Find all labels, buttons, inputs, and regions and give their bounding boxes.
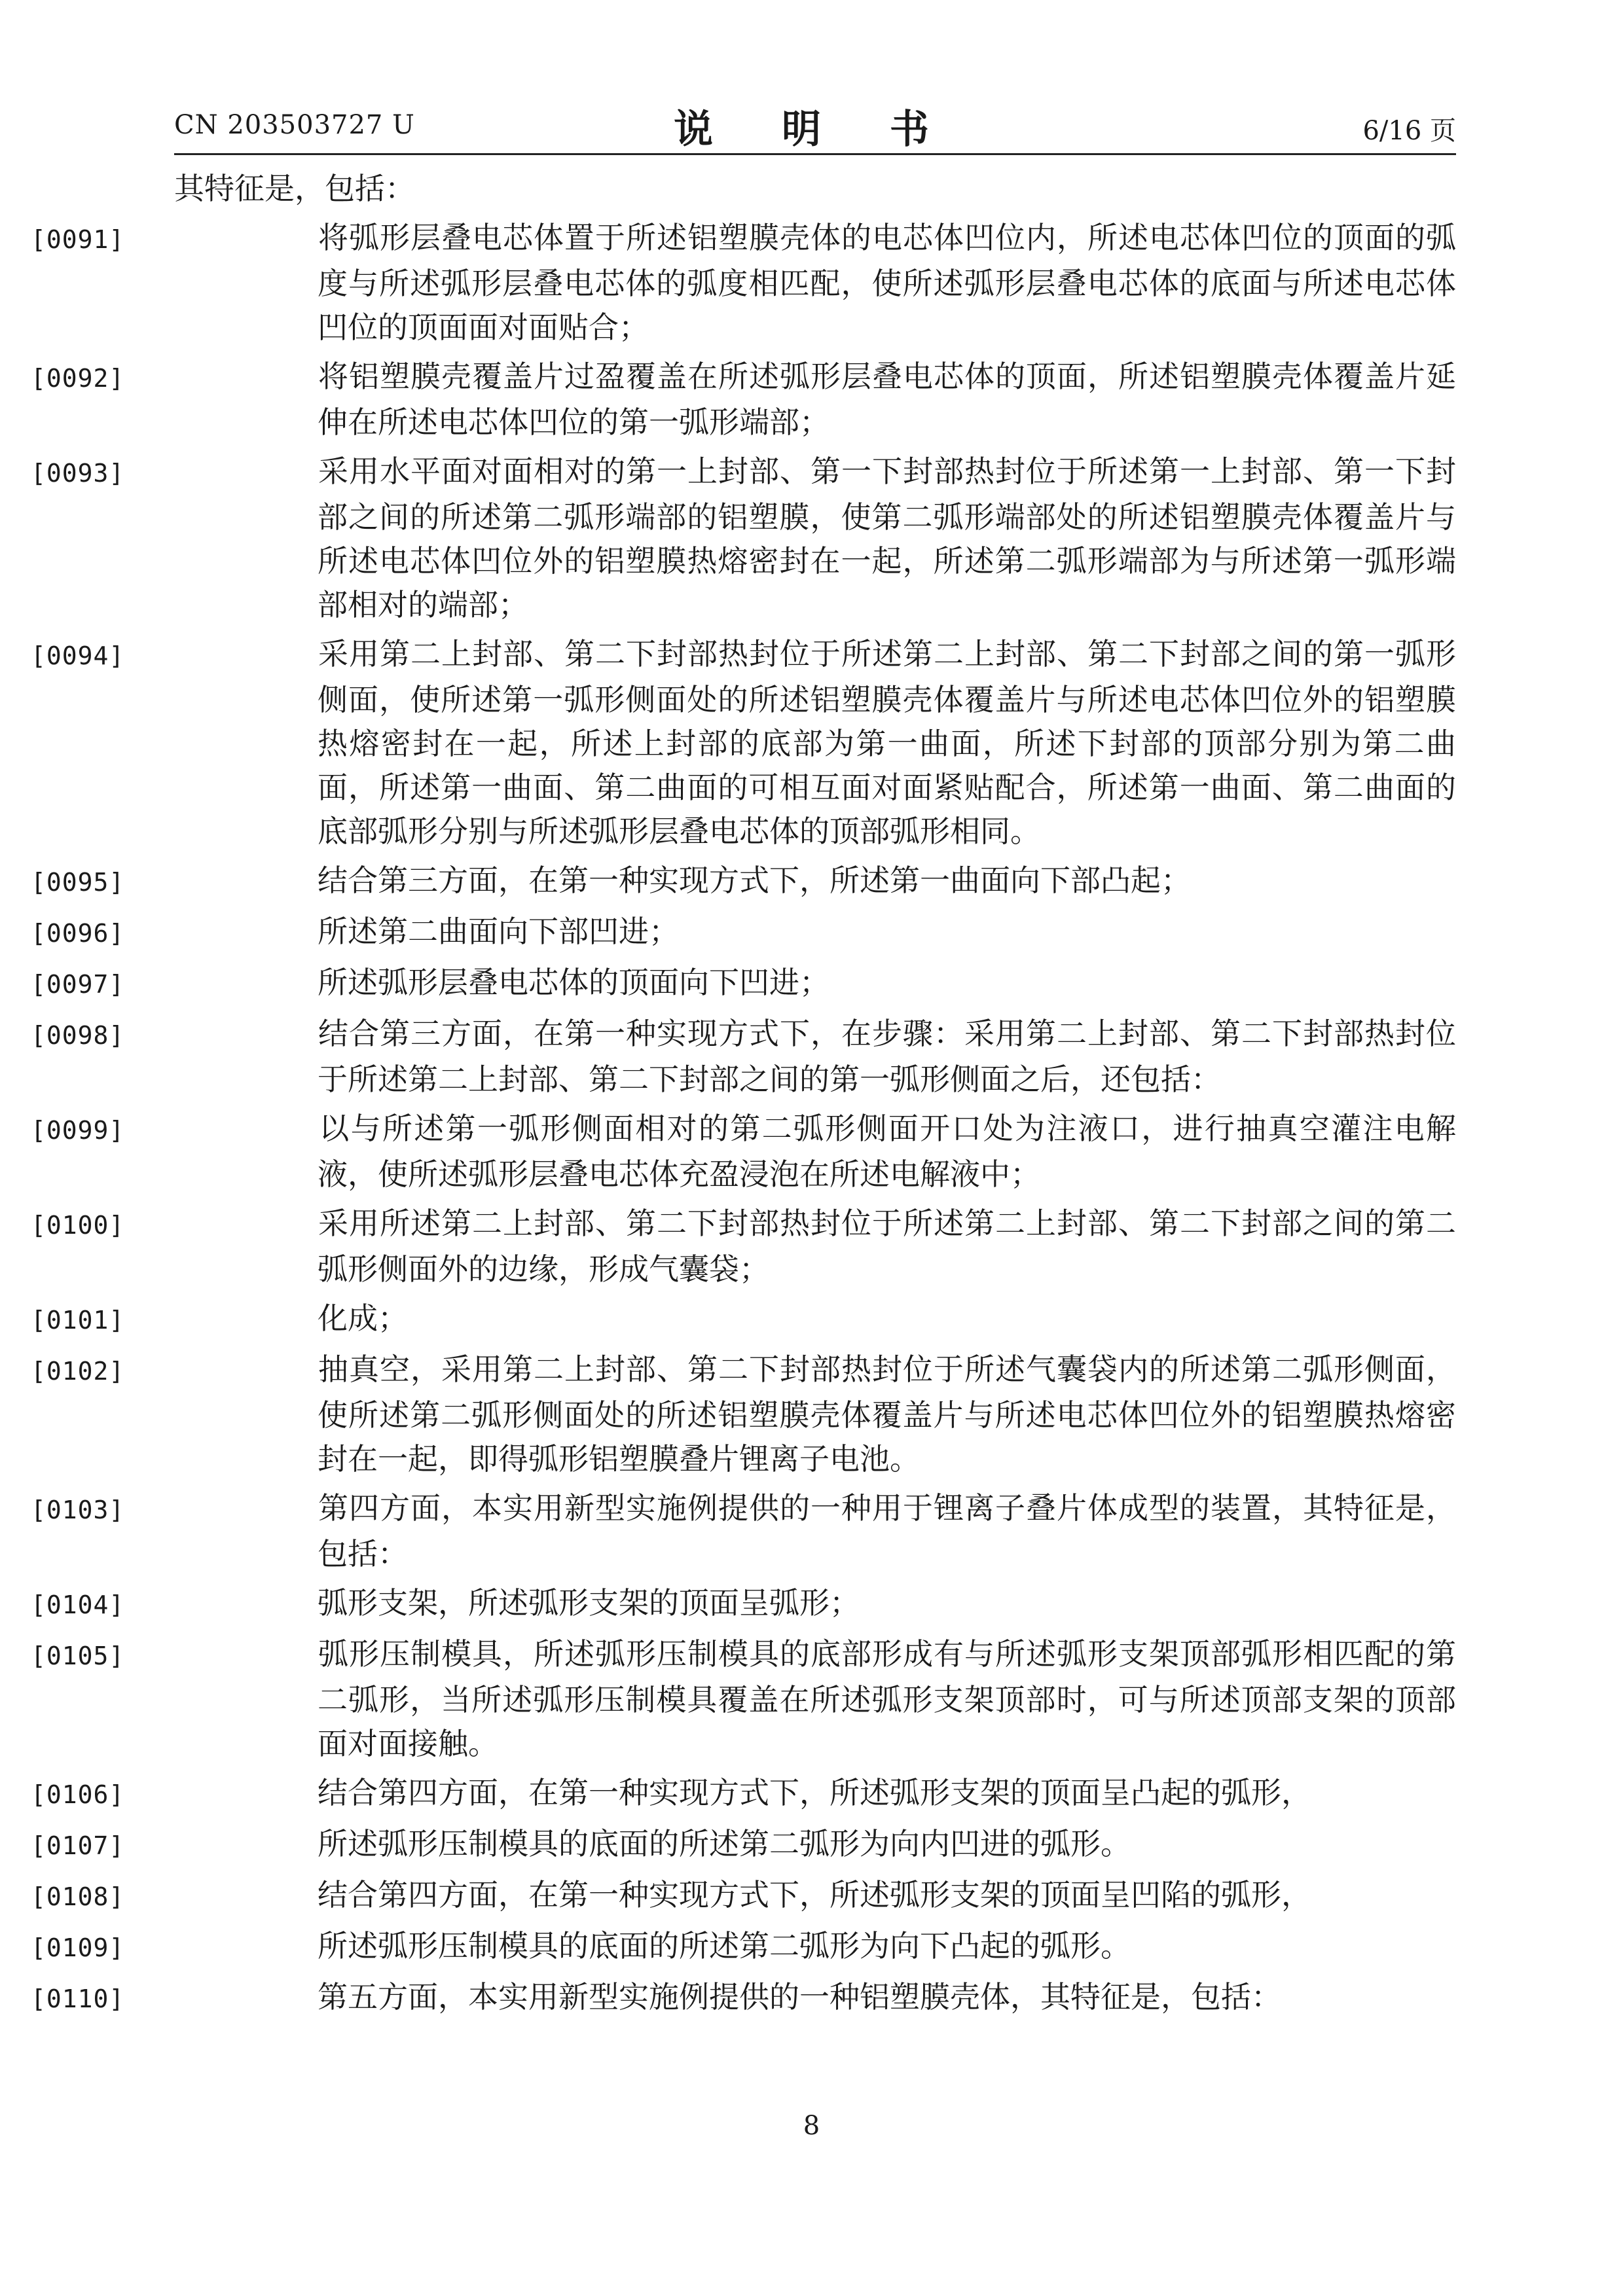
paragraph [31, 1873, 1456, 1919]
paragraph-list [31, 216, 1456, 2021]
paragraph-number: [0105] [31, 1641, 125, 1670]
paragraph [31, 1771, 1456, 1817]
page-number: 8 [803, 2111, 820, 2141]
paragraph-text: 结合第三方面，在第一种实现方式下，在步骤：采用第二上封部、第二下封部热封位于所述第二上封部、第二下封部之间的第一弧形侧面之后，还包括： [318, 1016, 1456, 1097]
paragraph [31, 1297, 1456, 1342]
paragraph-number: [0102] [31, 1357, 125, 1386]
paragraph [31, 1975, 1456, 2021]
paragraph-text: 所述弧形层叠电芯体的顶面向下凹进； [318, 965, 830, 1000]
paragraph-number: [0092] [31, 364, 125, 393]
paragraph [31, 961, 1456, 1007]
paragraph-number: [0104] [31, 1590, 125, 1619]
paragraph-number: [0103] [31, 1496, 125, 1524]
paragraph-text: 所述弧形压制模具的底面的所述第二弧形为向下凸起的弧形。 [318, 1928, 1131, 1964]
paragraph [31, 216, 1456, 350]
paragraph-text: 结合第四方面，在第一种实现方式下，所述弧形支架的顶面呈凸起的弧形， [318, 1775, 1311, 1810]
paragraph-text: 采用所述第二上封部、第二下封部热封位于所述第二上封部、第二下封部之间的第二弧形侧面外的边缘，形成气囊袋； [318, 1206, 1456, 1287]
paragraph-text: 所述弧形压制模具的底面的所述第二弧形为向内凹进的弧形。 [318, 1826, 1131, 1861]
paragraph-text: 弧形压制模具，所述弧形压制模具的底部形成有与所述弧形支架顶部弧形相匹配的第二弧形，当所述弧形压制模具覆盖在所述弧形支架顶部时，可与所述顶部支架的顶部面对面接触。 [318, 1636, 1456, 1761]
paragraph-number: [0093] [31, 459, 125, 488]
document-title: 说 明 书 [674, 107, 957, 152]
paragraph-number: [0096] [31, 919, 125, 948]
paragraph [31, 450, 1456, 627]
paragraph-text: 第五方面，本实用新型实施例提供的一种铝塑膜壳体，其特征是，包括： [318, 1979, 1281, 2015]
paragraph-text: 所述第二曲面向下部凹进； [318, 914, 679, 949]
paragraph-number: [0098] [31, 1021, 125, 1050]
header-rule [174, 153, 1456, 155]
paragraph-text: 采用水平面对面相对的第一上封部、第一下封部热封位于所述第一上封部、第一下封部之间的所述第二弧形端部的铝塑膜，使第二弧形端部处的所述铝塑膜壳体覆盖片与所述电芯体凹位外的铝塑膜热熔密封在一起，所述第二弧形端部为与所述第一弧形端部相对的端部； [318, 454, 1456, 622]
paragraph [31, 1202, 1456, 1291]
paragraph-number: [0099] [31, 1116, 125, 1145]
paragraph [31, 1107, 1456, 1196]
paragraph-text: 将弧形层叠电芯体置于所述铝塑膜壳体的电芯体凹位内，所述电芯体凹位的顶面的弧度与所述弧形层叠电芯体的弧度相匹配，使所述弧形层叠电芯体的底面与所述电芯体凹位的顶面面对面贴合； [318, 220, 1456, 345]
intro-line: 其特征是，包括： [174, 171, 415, 206]
paragraph [31, 1924, 1456, 1970]
document-body [31, 167, 1456, 2026]
page-indicator: 6/16 页 [1362, 116, 1456, 146]
paragraph-text: 将铝塑膜壳覆盖片过盈覆盖在所述弧形层叠电芯体的顶面，所述铝塑膜壳体覆盖片延伸在所述电芯体凹位的第一弧形端部； [318, 359, 1456, 440]
paragraph-number: [0107] [31, 1831, 125, 1860]
paragraph [31, 1486, 1456, 1576]
paragraph [31, 1348, 1456, 1481]
paragraph-text: 以与所述第一弧形侧面相对的第二弧形侧面开口处为注液口，进行抽真空灌注电解液，使所述弧形层叠电芯体充盈浸泡在所述电解液中； [318, 1111, 1456, 1192]
paragraph-text: 结合第四方面，在第一种实现方式下，所述弧形支架的顶面呈凹陷的弧形， [318, 1877, 1311, 1912]
paragraph-text: 采用第二上封部、第二下封部热封位于所述第二上封部、第二下封部之间的第一弧形侧面，使所述第一弧形侧面处的所述铝塑膜壳体覆盖片与所述电芯体凹位外的铝塑膜热熔密封在一起，所述上封部的底部为第一曲面，所述下封部的顶部分别为第二曲面，所述第一曲面、第二曲面的可相互面对面紧贴配合，所述第一曲面、第二曲面的底部弧形分别与所述弧形层叠电芯体的顶部弧形相同。 [318, 636, 1456, 849]
paragraph [31, 1012, 1456, 1102]
paragraph-number: [0091] [31, 225, 125, 254]
paragraph-number: [0097] [31, 970, 125, 999]
paragraph-text: 化成； [318, 1300, 408, 1336]
paragraph [31, 1822, 1456, 1868]
paragraph-number: [0094] [31, 641, 125, 670]
paragraph-number: [0095] [31, 868, 125, 897]
paragraph-number: [0101] [31, 1306, 125, 1335]
paragraph [31, 632, 1456, 853]
paragraph-number: [0100] [31, 1211, 125, 1240]
paragraph-number: [0108] [31, 1882, 125, 1911]
paragraph-number: [0109] [31, 1933, 125, 1962]
paragraph [31, 910, 1456, 956]
page-header [174, 98, 1456, 151]
paragraph [31, 355, 1456, 444]
paragraph-text: 结合第三方面，在第一种实现方式下，所述第一曲面向下部凸起； [318, 863, 1191, 898]
paragraph [31, 1581, 1456, 1627]
paragraph-text: 第四方面，本实用新型实施例提供的一种用于锂离子叠片体成型的装置，其特征是，包括： [318, 1490, 1456, 1571]
paragraph-text: 抽真空，采用第二上封部、第二下封部热封位于所述气囊袋内的所述第二弧形侧面，使所述第二弧形侧面处的所述铝塑膜壳体覆盖片与所述电芯体凹位外的铝塑膜热熔密封在一起，即得弧形铝塑膜叠片锂离子电池。 [318, 1352, 1456, 1477]
paragraph [31, 859, 1456, 905]
patent-number: CN 203503727 U [174, 110, 415, 140]
paragraph-number: [0106] [31, 1780, 125, 1809]
paragraph [31, 1632, 1456, 1766]
paragraph-text: 弧形支架，所述弧形支架的顶面呈弧形； [318, 1585, 860, 1621]
paragraph-number: [0110] [31, 1984, 125, 2013]
